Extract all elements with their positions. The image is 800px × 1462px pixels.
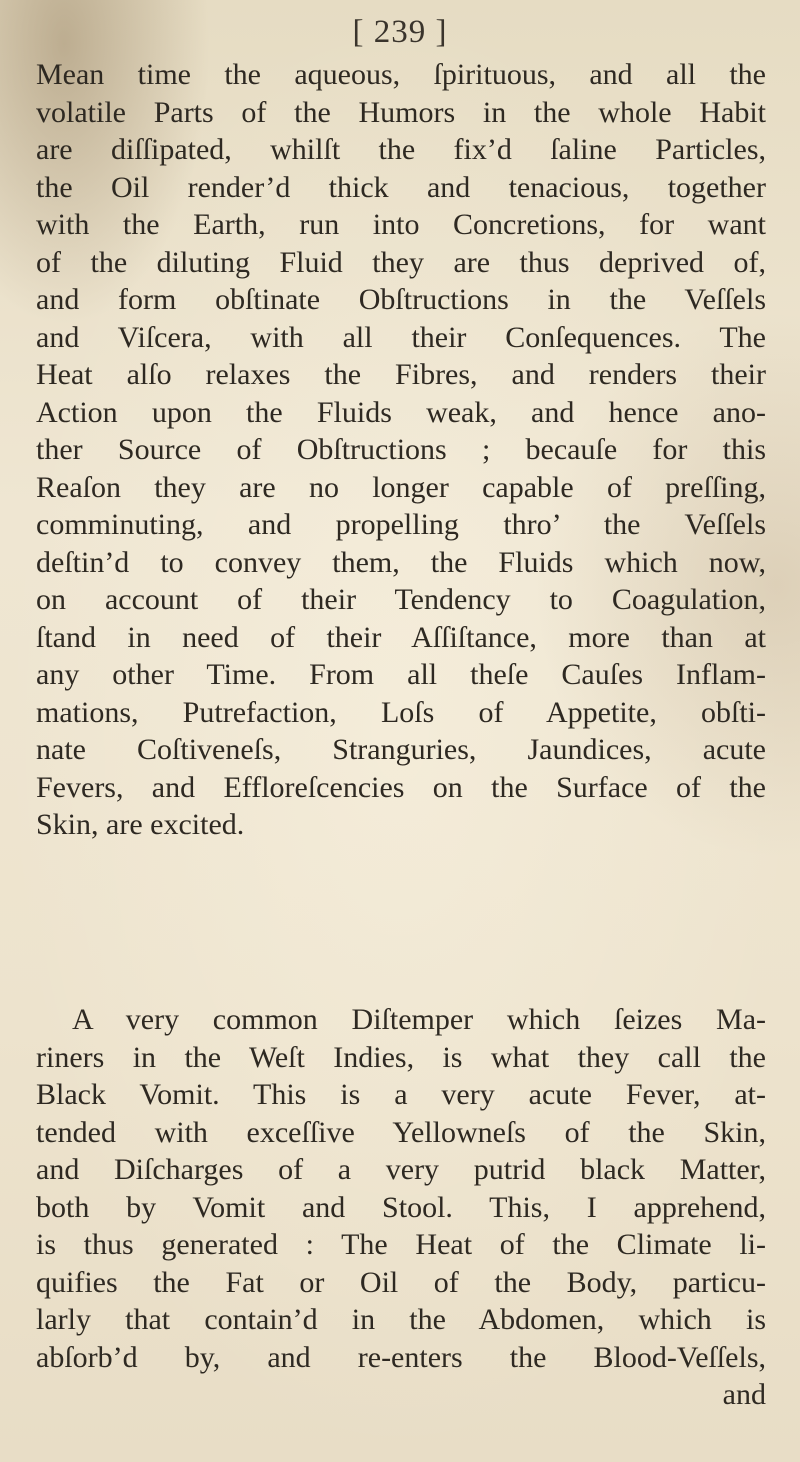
text-line: both by Vomit and Stool. This, I apprehend,: [36, 1190, 766, 1224]
text-line: tended with exceſſive Yellowneſs of the Skin,: [36, 1115, 766, 1149]
text-line: mations, Putrefaction, Loſs of Appetite, obſti-: [36, 695, 766, 729]
text-line: with the Earth, run into Concretions, for want: [36, 208, 766, 241]
text-line: A very common Diſtemper which ſeizes Ma-: [72, 1003, 766, 1036]
catchword: and: [722, 1378, 766, 1411]
text-line: Fevers, and Efflorеſcencies on the Surface of the: [36, 770, 766, 804]
text-line: any other Time. From all theſe Cauſes Inflam-: [36, 658, 766, 691]
text-line: nate Coſtiveneſs, Stranguries, Jaundices, acute: [36, 733, 766, 766]
text-line: on account of their Tendency to Coagulation,: [36, 583, 766, 616]
page-number: [ 239 ]: [352, 14, 448, 50]
text-line: and form obſtinate Obſtructions in the Veſſels: [36, 283, 766, 316]
paragraph-1: [36, 56, 766, 844]
text-line: of the diluting Fluid they are thus deprived of,: [36, 245, 766, 279]
text-line: Action upon the Fluids weak, and hence ano-: [36, 395, 766, 429]
text-line: volatile Parts of the Humors in the whole Habit: [36, 95, 766, 129]
text-line: abſorb’d by, and re-enters the Blood-Veſſels,: [36, 1340, 766, 1374]
text-line: Skin, are excited.: [36, 808, 245, 841]
text-line: is thus generated : The Heat of the Climate li-: [36, 1228, 766, 1261]
text-line: are diſſipated, whilſt the fix’d ſaline Particles,: [36, 133, 766, 166]
text-line: deſtin’d to convey them, the Fluids which now,: [36, 545, 766, 579]
text-line: comminuting, and propelling thro’ the Veſſels: [36, 508, 766, 541]
text-line: and Viſcera, with all their Conſequences. The: [36, 320, 766, 354]
paragraph-2: [36, 1001, 766, 1414]
text-line: the Oil render’d thick and tenacious, together: [36, 170, 766, 204]
text-line: riners in the Weſt Indies, is what they call the: [36, 1040, 766, 1074]
text-line: Black Vomit. This is a very acute Fever, at-: [36, 1078, 766, 1111]
text-line: Mean time the aqueous, ſpirituous, and all the: [36, 58, 766, 91]
text-line: ther Source of Obſtructions ; becauſe for this: [36, 433, 766, 466]
text-line: quifies the Fat or Oil of the Body, particu-: [36, 1265, 766, 1299]
text-line: Heat alſo relaxes the Fibres, and renders their: [36, 358, 766, 391]
text-line: Reaſon they are no longer capable of preſſing,: [36, 470, 766, 504]
text-line: ſtand in need of their Aſſiſtance, more than at: [36, 620, 766, 654]
text-line: and Diſcharges of a very putrid black Matter,: [36, 1153, 766, 1186]
text-line: larly that contain’d in the Abdomen, which is: [36, 1303, 766, 1336]
